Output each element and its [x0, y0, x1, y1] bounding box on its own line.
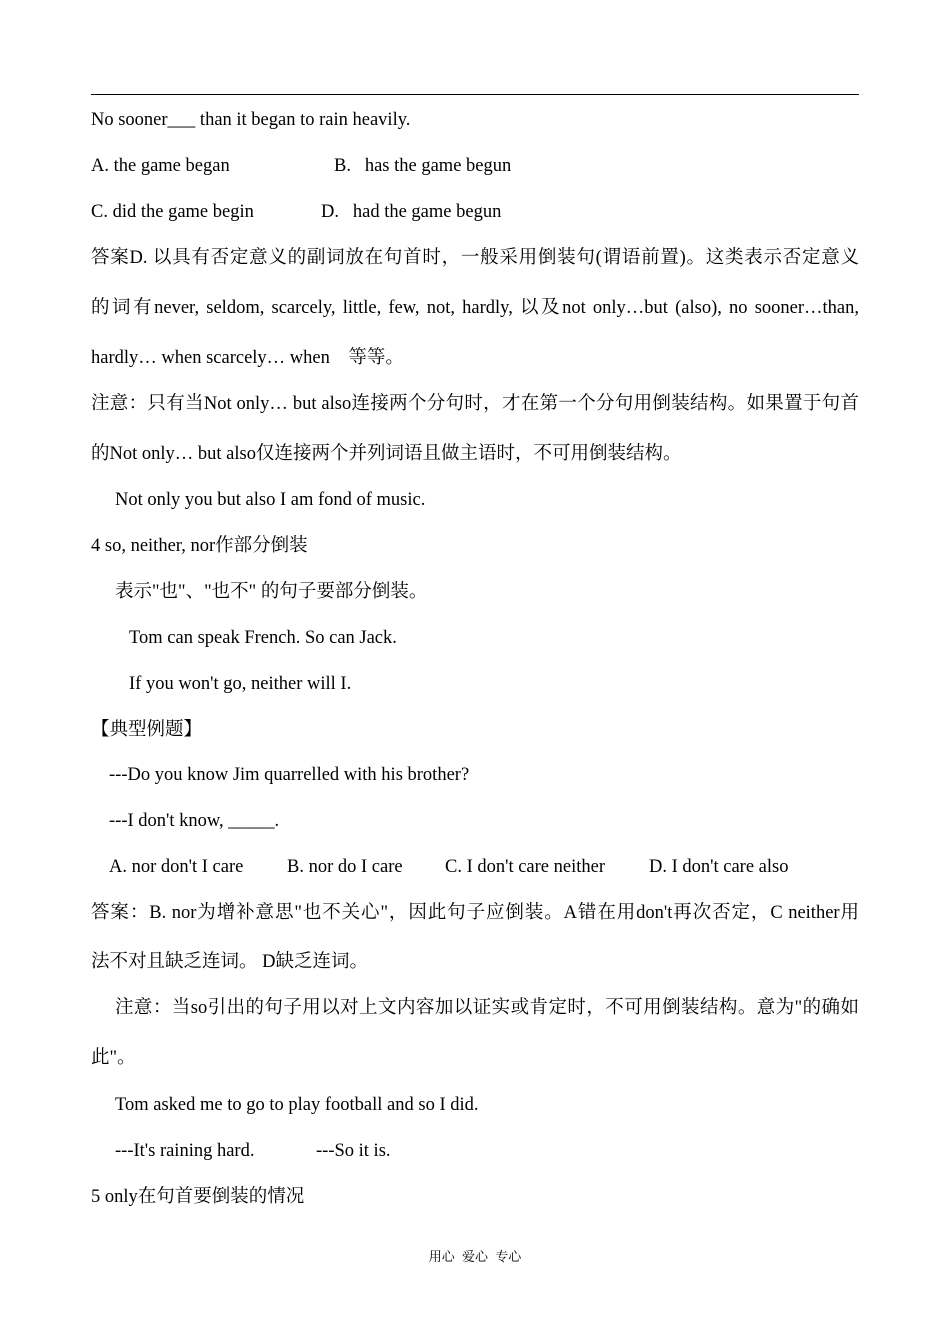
note2-line-1: 注意：当so引出的句子用以对上文内容加以证实或肯定时，不可用倒装结构。意为"的确如 [115, 998, 859, 1018]
option-c: C. did the game begin [91, 202, 254, 222]
typical-heading: 【典型例题】 [91, 720, 203, 740]
note2-line-2: 此"。 [91, 1048, 136, 1068]
note2-example-1: Tom asked me to go to play football and so I did. [115, 1095, 479, 1115]
note-example: Not only you but also I am fond of music. [115, 490, 426, 510]
answer-line-1: 答案D. 以具有否定意义的副词放在句首时，一般采用倒装句(谓语前置)。这类表示否定意义 [91, 248, 859, 268]
section-4-desc: 表示"也"、"也不" 的句子要部分倒装。 [115, 582, 428, 602]
answer2-line-2: 法不对且缺乏连词。 D缺乏连词。 [91, 952, 368, 972]
typical-option-d: D. I don't care also [649, 857, 789, 877]
option-d: D. had the game begun [321, 202, 502, 222]
answer-line-2: 的词有never, seldom, scarcely, little, few, not, hardly, 以及not only…but (also), no sooner…than, [91, 298, 859, 318]
section-4-example-2: If you won't go, neither will I. [129, 674, 352, 694]
option-b: B. has the game begun [334, 156, 512, 176]
note-line-2: 的Not only… but also仅连接两个并列词语且做主语时，不可用倒装结构。 [91, 444, 682, 464]
header-rule [91, 94, 859, 95]
answer2-line-1: 答案：B. nor为增补意思"也不关心"，因此句子应倒装。A错在用don't再次否定，C neither用 [91, 903, 859, 923]
question-stem: No sooner___ than it began to rain heavily. [91, 110, 411, 130]
section-5-heading: 5 only在句首要倒装的情况 [91, 1187, 305, 1207]
option-a: A. the game began [91, 156, 230, 176]
section-4-example-1: Tom can speak French. So can Jack. [129, 628, 397, 648]
typical-option-b: B. nor do I care [287, 857, 403, 877]
note2-example-2b: ---So it is. [316, 1141, 391, 1161]
typical-option-a: A. nor don't I care [109, 857, 244, 877]
answer-line-3: hardly… when scarcely… when 等等。 [91, 348, 404, 368]
note-line-1: 注意：只有当Not only… but also连接两个分句时，才在第一个分句用倒装结构。如果置于句首 [91, 394, 859, 414]
typical-question-1: ---Do you know Jim quarrelled with his brother? [109, 765, 470, 785]
typical-question-2: ---I don't know, _____. [109, 811, 280, 831]
note2-example-2a: ---It's raining hard. [115, 1141, 255, 1161]
section-4-heading: 4 so, neither, nor作部分倒装 [91, 536, 308, 556]
page-footer: 用心 爱心 专心 [428, 1249, 522, 1264]
typical-option-c: C. I don't care neither [445, 857, 606, 877]
